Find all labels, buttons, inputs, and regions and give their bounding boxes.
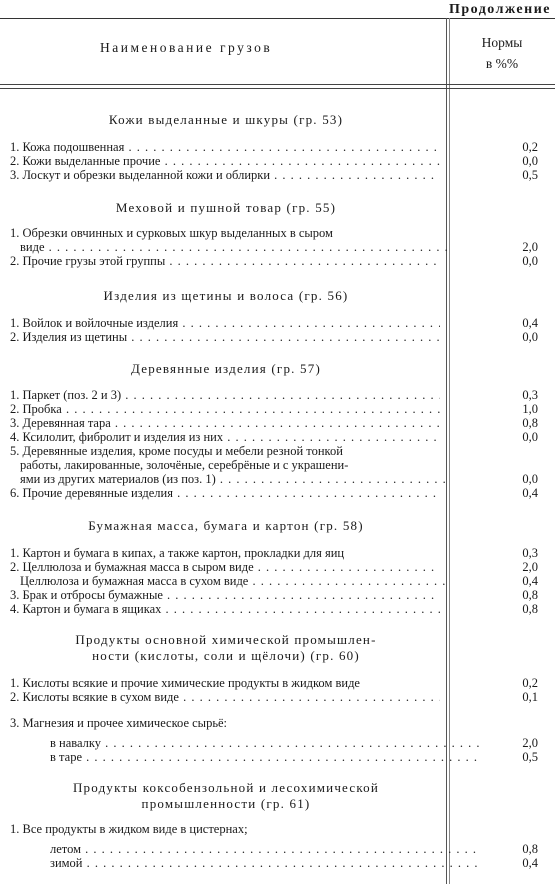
table-row bbox=[10, 330, 550, 344]
header-rule-2 bbox=[0, 88, 555, 89]
row-value: 0,4 bbox=[522, 486, 538, 500]
table-row bbox=[10, 388, 550, 402]
row-text: 2. Прочие грузы этой группы . . . bbox=[10, 254, 440, 268]
row-text: Целлюлоза и бумажная масса в сухом виде . . . bbox=[10, 574, 450, 588]
section-title: Меховой и пушной товар (гр. 55) bbox=[115, 200, 337, 215]
column-header-norms bbox=[466, 32, 538, 74]
table-row bbox=[10, 546, 550, 560]
row-text: 1. Все продукты в жидком виде в цистернах; bbox=[10, 822, 248, 836]
table-row bbox=[10, 560, 550, 574]
row-text: 1. Паркет (поз. 2 и 3) . . . bbox=[10, 388, 440, 402]
row-text: зимой . . . bbox=[10, 856, 480, 870]
row-text: 3. Магнезия и прочее химическое сырьё: bbox=[10, 716, 228, 730]
top-rule bbox=[0, 18, 555, 19]
table-row bbox=[10, 458, 550, 472]
row-value: 0,8 bbox=[522, 602, 538, 616]
row-text: 2. Кислоты всякие в сухом виде . . . bbox=[10, 690, 440, 704]
row-text: 1. Кожа подошвенная . . . bbox=[10, 140, 440, 154]
table-row bbox=[10, 716, 550, 730]
row-value: 0,5 bbox=[522, 168, 538, 182]
table-row bbox=[10, 856, 550, 870]
header-rule-1 bbox=[0, 84, 555, 85]
column-header-name: Наименование грузов bbox=[100, 40, 273, 55]
row-value: 0,4 bbox=[522, 856, 538, 870]
table-row bbox=[10, 842, 550, 856]
row-value: 2,0 bbox=[522, 736, 538, 750]
row-value: 2,0 bbox=[522, 560, 538, 574]
row-value: 2,0 bbox=[522, 240, 538, 254]
table-row bbox=[10, 690, 550, 704]
continuation-label: Продолжение bbox=[448, 2, 551, 17]
row-value: 0,8 bbox=[522, 842, 538, 856]
section-title: Кожи выделанные и шкуры (гр. 53) bbox=[108, 112, 344, 127]
row-text: виде . . . bbox=[10, 240, 450, 254]
row-value: 0,0 bbox=[522, 154, 538, 168]
table-row bbox=[10, 240, 550, 254]
table-row bbox=[10, 416, 550, 430]
table-row bbox=[10, 430, 550, 444]
section-title-line: Продукты основной химической промышлен- bbox=[75, 632, 377, 647]
row-value: 0,0 bbox=[522, 430, 538, 444]
row-value: 0,8 bbox=[522, 588, 538, 602]
table-row bbox=[10, 226, 550, 240]
row-text: 2. Целлюлоза и бумажная масса в сыром виде . . . bbox=[10, 560, 440, 574]
row-value: 0,0 bbox=[522, 330, 538, 344]
table-row bbox=[10, 574, 550, 588]
row-text: 4. Ксилолит, фибролит и изделия из них . . . bbox=[10, 430, 440, 444]
table-row bbox=[10, 486, 550, 500]
table-row bbox=[10, 472, 550, 486]
table-row bbox=[10, 444, 550, 458]
row-value: 0,3 bbox=[522, 388, 538, 402]
table-row bbox=[10, 822, 550, 836]
row-text: ями из других материалов (из поз. 1) . . . bbox=[10, 472, 450, 486]
row-text: 3. Брак и отбросы бумажные . . . bbox=[10, 588, 440, 602]
row-text: 1. Кислоты всякие и прочие химические продукты в жидком виде bbox=[10, 676, 360, 690]
table-row bbox=[10, 154, 550, 168]
row-text: 2. Изделия из щетины . . . bbox=[10, 330, 440, 344]
row-value: 0,2 bbox=[522, 676, 538, 690]
section-title bbox=[10, 632, 442, 664]
row-text: 1. Картон и бумага в кипах, а также картон, прокладки для яиц bbox=[10, 546, 345, 560]
row-value: 0,0 bbox=[522, 254, 538, 268]
section-title-line: промышленности (гр. 61) bbox=[141, 796, 311, 811]
section-title: Бумажная масса, бумага и картон (гр. 58) bbox=[88, 518, 364, 533]
row-text: работы, лакированные, золочёные, серебрёные и с украшени- bbox=[20, 458, 349, 472]
table-row bbox=[10, 588, 550, 602]
row-text: 1. Обрезки овчинных и сурковых шкур выделанных в сыром bbox=[10, 226, 333, 240]
row-value: 0,4 bbox=[522, 316, 538, 330]
row-value: 0,1 bbox=[522, 690, 538, 704]
row-text: 3. Деревянная тара . . . bbox=[10, 416, 440, 430]
table-row bbox=[10, 402, 550, 416]
row-value: 0,0 bbox=[522, 472, 538, 486]
row-text: 3. Лоскут и обрезки выделанной кожи и облирки . . . bbox=[10, 168, 440, 182]
row-text: в навалку . . . bbox=[10, 736, 480, 750]
table-row bbox=[10, 316, 550, 330]
table-row bbox=[10, 168, 550, 182]
row-value: 0,5 bbox=[522, 750, 538, 764]
norms-unit: в %% bbox=[485, 56, 519, 71]
row-value: 0,4 bbox=[522, 574, 538, 588]
table-row bbox=[10, 736, 550, 750]
row-text: в таре . . . bbox=[10, 750, 480, 764]
row-text: 1. Войлок и войлочные изделия . . . bbox=[10, 316, 440, 330]
table-row bbox=[10, 750, 550, 764]
section-title: Изделия из щетины и волоса (гр. 56) bbox=[103, 288, 349, 303]
row-text: 2. Пробка . . . bbox=[10, 402, 440, 416]
table-row bbox=[10, 676, 550, 690]
table-row bbox=[10, 140, 550, 154]
row-value: 0,3 bbox=[522, 546, 538, 560]
row-value: 0,8 bbox=[522, 416, 538, 430]
section-title: Деревянные изделия (гр. 57) bbox=[131, 361, 321, 376]
section-title-line: ности (кислоты, соли и щёлочи) (гр. 60) bbox=[92, 648, 360, 663]
table-row bbox=[10, 254, 550, 268]
row-text: 2. Кожи выделанные прочие . . . bbox=[10, 154, 440, 168]
norms-label: Нормы bbox=[481, 35, 523, 50]
row-text: летом . . . bbox=[10, 842, 480, 856]
section-title bbox=[10, 780, 442, 812]
row-text: 5. Деревянные изделия, кроме посуды и мебели резной тонкой bbox=[10, 444, 343, 458]
row-value: 1,0 bbox=[522, 402, 538, 416]
row-value: 0,2 bbox=[522, 140, 538, 154]
row-text: 6. Прочие деревянные изделия . . . bbox=[10, 486, 440, 500]
row-text: 4. Картон и бумага в ящиках . . . bbox=[10, 602, 440, 616]
section-title-line: Продукты коксобензольной и лесохимической bbox=[72, 780, 380, 795]
table-row bbox=[10, 602, 550, 616]
